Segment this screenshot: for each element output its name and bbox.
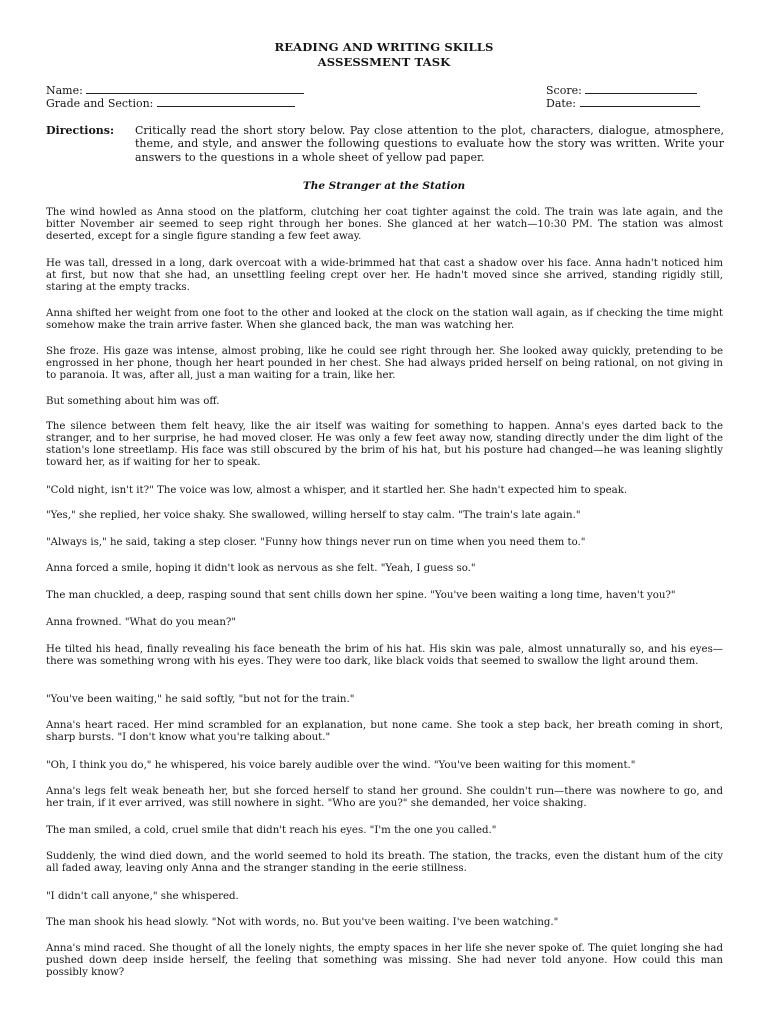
story-paragraph: But something about him was off.: [46, 396, 220, 407]
story-paragraph: The man shook his head slowly. "Not with words, no. But you've been waiting. I've been watching.": [46, 917, 559, 928]
story-paragraph: "Always is," he said, taking a step closer. "Funny how things never run on time when you need them to.": [46, 537, 586, 548]
story-paragraph: "Yes," she replied, her voice shaky. She swallowed, willing herself to stay calm. "The train's late again.": [46, 510, 581, 521]
story-paragraph: Anna's mind raced. She thought of all the lonely nights, the empty spaces in her life she never spoke of. The quiet longing she had pushed down deep inside herself, the feeling that something was missing. She had never told anyone. How could this man possibly know?: [46, 943, 723, 979]
story-paragraph: "I didn't call anyone," she whispered.: [46, 891, 239, 902]
name-label: Name:: [46, 84, 83, 97]
score-label: Score:: [546, 84, 582, 97]
grade-section-blank-line: [157, 96, 295, 107]
story-paragraph: He was tall, dressed in a long, dark overcoat with a wide-brimmed hat that cast a shadow over his face. Anna hadn't noticed him at first, but now that she had, an unsettling feeling crept over her. He hadn't moved since she arrived, standing rigidly still, staring at the empty tracks.: [46, 258, 723, 294]
document-title: READING AND WRITING SKILLS: [274, 40, 494, 54]
directions-label: Directions:: [46, 124, 115, 137]
story-paragraph: "Oh, I think you do," he whispered, his voice barely audible over the wind. "You've been waiting for this moment.": [46, 760, 636, 771]
story-paragraph: Anna's legs felt weak beneath her, but she forced herself to stand her ground. She couldn't run—there was nowhere to go, and her train, if it ever arrived, was still nowhere in sight. "Who are you?" she demanded, her voice shaking.: [46, 786, 723, 810]
story-paragraph: The man smiled, a cold, cruel smile that didn't reach his eyes. "I'm the one you called.": [46, 825, 497, 836]
story-paragraph: Suddenly, the wind died down, and the world seemed to hold its breath. The station, the tracks, even the distant hum of the city all faded away, leaving only Anna and the stranger standing in the eerie stillness.: [46, 851, 723, 875]
story-paragraph: Anna shifted her weight from one foot to the other and looked at the clock on the station wall again, as if checking the time might somehow make the train arrive faster. When she glanced back, the man was watching her.: [46, 308, 723, 332]
story-paragraph: Anna forced a smile, hoping it didn't look as nervous as she felt. "Yeah, I guess so.": [46, 563, 476, 574]
story-paragraph: The wind howled as Anna stood on the platform, clutching her coat tighter against the cold. The train was late again, and the bitter November air seemed to seep right through her bones. She glanced at her watch—10:30 PM. The station was almost deserted, except for a single figure standing a few feet away.: [46, 207, 723, 243]
directions-text: Critically read the short story below. Pay close attention to the plot, characters, dialogue, atmosphere, theme, and style, and answer the following questions to evaluate how the story was written. Write your answers to the questions in a whole sheet of yellow pad paper.: [135, 124, 724, 164]
document-subtitle: ASSESSMENT TASK: [317, 55, 451, 69]
score-blank-line: [585, 83, 697, 94]
story-paragraph: She froze. His gaze was intense, almost probing, like he could see right through her. She looked away quickly, pretending to be engrossed in her phone, though her heart pounded in her chest. She had always prided herself on being rational, on not giving in to paranoia. It was, after all, just a man waiting for a train, like her.: [46, 346, 723, 382]
date-blank-line: [580, 96, 700, 107]
story-paragraph: "Cold night, isn't it?" The voice was low, almost a whisper, and it startled her. She hadn't expected him to speak.: [46, 485, 628, 496]
date-label: Date:: [546, 97, 577, 110]
grade-section-label: Grade and Section:: [46, 97, 154, 110]
story-paragraph: He tilted his head, finally revealing his face beneath the brim of his hat. His skin was pale, almost unnaturally so, and his eyes—there was something wrong with his eyes. They were too dark, like black voids that seemed to swallow the light around them.: [46, 644, 723, 668]
date-field: [546, 96, 700, 110]
story-title: The Stranger at the Station: [302, 180, 466, 192]
story-paragraph: Anna's heart raced. Her mind scrambled for an explanation, but none came. She took a step back, her breath coming in short, sharp bursts. "I don't know what you're talking about.": [46, 720, 723, 744]
story-paragraph: The man chuckled, a deep, rasping sound that sent chills down her spine. "You've been waiting a long time, haven't you?": [46, 590, 676, 601]
name-field: [46, 83, 304, 97]
story-paragraph: The silence between them felt heavy, like the air itself was waiting for something to happen. Anna's eyes darted back to the stranger, and to her surprise, he had moved closer. He was only a few feet away now, standing directly under the dim light of the station's lone streetlamp. His face was still obscured by the brim of his hat, but his posture had changed—he was leaning slightly toward her, as if waiting for her to speak.: [46, 421, 723, 469]
score-field: [546, 83, 697, 97]
story-paragraph: "You've been waiting," he said softly, "but not for the train.": [46, 694, 355, 705]
grade-section-field: [46, 96, 295, 110]
name-blank-line: [86, 83, 304, 94]
story-paragraph: Anna frowned. "What do you mean?": [46, 617, 237, 628]
